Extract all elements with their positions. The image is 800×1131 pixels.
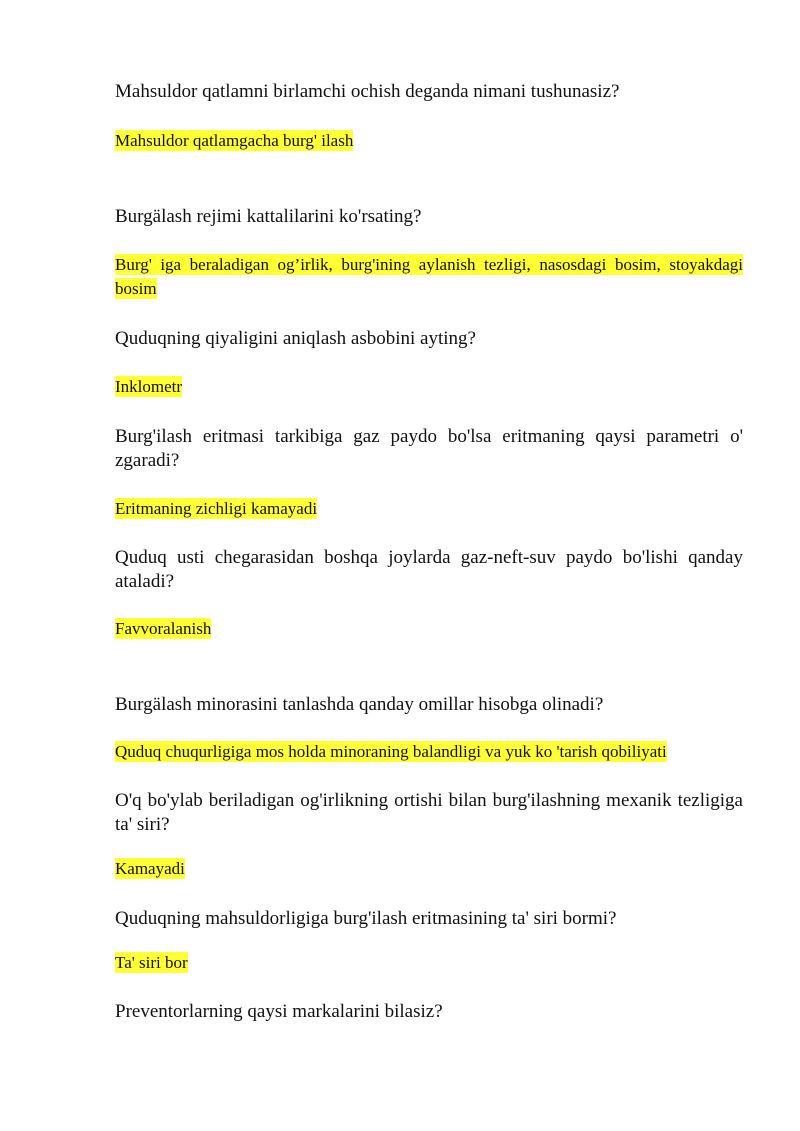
- answer-7: [115, 857, 743, 881]
- answer-8-highlight: Ta' siri bor: [115, 953, 188, 972]
- answer-1: [115, 129, 743, 153]
- answer-4-highlight: Eritmaning zichligi kamayadi: [115, 499, 318, 518]
- question-1: Mahsuldor qatlamni birlamchi ochish deganda nimani tushunasiz?: [115, 81, 620, 102]
- answer-2: [115, 253, 743, 301]
- question-2: Burgälash rejimi kattalilarini ko'rsating?: [115, 206, 422, 227]
- answer-5-highlight: Favvoralanish: [115, 619, 212, 638]
- answer-3-highlight: Inklometr: [115, 377, 183, 396]
- question-9: Preventorlarning qaysi markalarini bilasiz?: [115, 1001, 443, 1022]
- answer-5: [115, 617, 743, 641]
- question-7: O'q bo'ylab beriladigan og'irlikning ortishi bilan burg'ilashning mexanik tezligiga ta' siri?: [115, 790, 743, 835]
- answer-6-highlight: Quduq chuqurligiga mos holda minoraning balandligi va yuk ko 'tarish qobiliyati: [115, 742, 667, 761]
- answer-4: [115, 497, 743, 521]
- question-5: Quduq usti chegarasidan boshqa joylarda gaz-neft-suv paydo bo'lishi qanday ataladi?: [115, 547, 743, 592]
- question-8: Quduqning mahsuldorligiga burg'ilash eritmasining ta' siri bormi?: [115, 908, 617, 929]
- answer-8: [115, 951, 743, 975]
- answer-2-highlight: Burg' iga beraladigan og’irlik, burg'ining aylanish tezligi, nasosdagi bosim, stoyakdagi bosim: [115, 255, 743, 298]
- answer-6: [115, 740, 743, 764]
- answer-3: [115, 375, 743, 399]
- answer-1-highlight: Mahsuldor qatlamgacha burg' ilash: [115, 131, 354, 150]
- question-6: Burgälash minorasini tanlashda qanday omillar hisobga olinadi?: [115, 694, 604, 715]
- answer-7-highlight: Kamayadi: [115, 859, 185, 878]
- question-3: Quduqning qiyaligini aniqlash asbobini ayting?: [115, 328, 476, 349]
- question-4: Burg'ilash eritmasi tarkibiga gaz paydo bo'lsa eritmaning qaysi parametri o' zgaradi?: [115, 426, 743, 471]
